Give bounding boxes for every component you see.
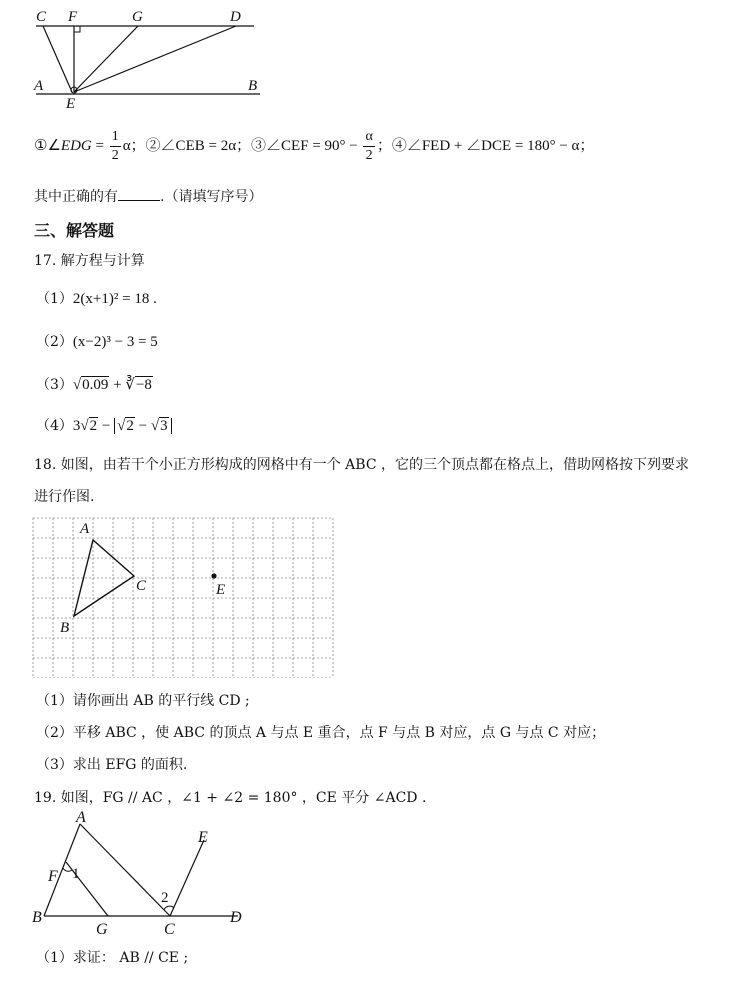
point-e: [211, 573, 216, 578]
segment-ce: [43, 26, 72, 92]
q16-s1-tail: α；②∠CEB = 2α；③∠CEF = 90° −: [122, 138, 358, 154]
fig19-label-b: B: [32, 909, 42, 926]
part-label: （1）: [36, 291, 73, 307]
fraction-alpha-half: [363, 130, 374, 163]
fraction-den: 2: [365, 148, 373, 164]
part-label: （2）: [36, 334, 73, 350]
q16-s1-var: EDG: [60, 138, 92, 154]
segment-ce: [170, 840, 204, 916]
part-label: （3）: [36, 377, 73, 393]
fig19-label-g: G: [96, 921, 108, 938]
figure-q19: [28, 810, 258, 938]
q16-s4: ；④∠FED + ∠DCE = 180° − α；: [376, 138, 595, 154]
q19-line: 19. 如图，FG // AC ，∠1 + ∠2 = 180° ，CE 平分 ∠ACD .: [34, 790, 427, 806]
fraction-den: 2: [111, 148, 119, 164]
fig19-label-a: A: [76, 810, 86, 826]
fraction-half: [110, 130, 121, 163]
q17-title: 17. 解方程与计算: [34, 253, 145, 269]
fraction-num: 1: [110, 130, 121, 147]
label-a: A: [34, 78, 44, 94]
q17-p2-expression: (x−2)³ − 3 = 5: [72, 334, 158, 350]
grid-label-e: E: [216, 582, 226, 598]
segment-de: [74, 26, 236, 92]
radicand: 2: [89, 418, 98, 434]
grid-label-b: B: [60, 620, 70, 636]
q17-p4-expression: [73, 417, 172, 434]
q18-line1: 18. 如图，由若干个小正方形构成的网格中有一个 ABC ，它的三个顶点都在格点上，借助网格按下列要求: [34, 457, 689, 473]
label-g: G: [132, 9, 143, 25]
q17-p3-expression: [73, 376, 153, 393]
q18-part3: （3）求出 EFG 的面积.: [36, 757, 188, 773]
label-c: C: [36, 9, 47, 25]
operator: −: [98, 418, 115, 434]
q19-part1: （1）求证： AB // CE ;: [36, 950, 189, 966]
radicand: 3: [160, 418, 168, 434]
q17-p1-expression: 2(x+1)² = 18 .: [72, 291, 157, 307]
figure-q16: [30, 4, 270, 112]
cbrt-sign: ∛: [125, 377, 135, 393]
q16-answer-line: [34, 186, 262, 206]
q18-line2: 进行作图.: [34, 489, 95, 505]
right-angle-mark: [74, 26, 80, 32]
answer-blank[interactable]: [118, 188, 160, 201]
label-d: D: [230, 9, 241, 25]
section-heading: 三、解答题: [34, 221, 115, 240]
sqrt-sign: √: [117, 418, 126, 434]
q16-s1-prefix: ①∠: [34, 138, 61, 154]
label-e: E: [66, 96, 76, 112]
absolute-value: [114, 418, 171, 434]
q18-part2: （2）平移 ABC ，使 ABC 的顶点 A 与点 E 重合，点 F 与点 B 对应，点 G 与点 C 对应；: [36, 725, 606, 741]
q16-answer-suffix: .（请填写序号）: [160, 189, 263, 205]
operator: − √: [134, 418, 160, 434]
q16-statements: [34, 126, 594, 166]
fraction-num: α: [363, 130, 374, 147]
fig19-label-2: 2: [161, 890, 169, 906]
q17-part3: [36, 374, 153, 394]
operator: +: [109, 377, 126, 393]
q18-part1: （1）请你画出 AB 的平行线 CD ;: [36, 693, 250, 709]
fig19-label-1: 1: [72, 866, 80, 882]
fig19-label-d: D: [230, 909, 242, 926]
sqrt-sign: 3√: [72, 418, 89, 434]
segment-ge: [74, 26, 138, 92]
q17-part4: [36, 415, 172, 435]
part-label: （4）: [36, 418, 73, 434]
q16-answer-prefix: 其中正确的有: [34, 189, 118, 205]
grid-label-a: A: [80, 521, 90, 537]
segment-ac: [80, 824, 170, 916]
q16-s1-eq: =: [95, 138, 104, 154]
radicand: 0.09: [82, 377, 109, 393]
radicand: −8: [135, 377, 152, 393]
q17-part2: [36, 331, 158, 351]
label-b: B: [248, 78, 258, 94]
sqrt-sign: √: [72, 377, 82, 393]
q17-part1: [36, 288, 157, 308]
fig19-label-e: E: [198, 829, 208, 846]
fig19-label-c: C: [164, 921, 175, 938]
label-f: F: [68, 9, 78, 25]
radicand: 2: [126, 418, 134, 434]
fig19-label-f: F: [48, 868, 58, 885]
grid-figure-q18: [30, 516, 336, 678]
grid-label-c: C: [136, 578, 147, 594]
